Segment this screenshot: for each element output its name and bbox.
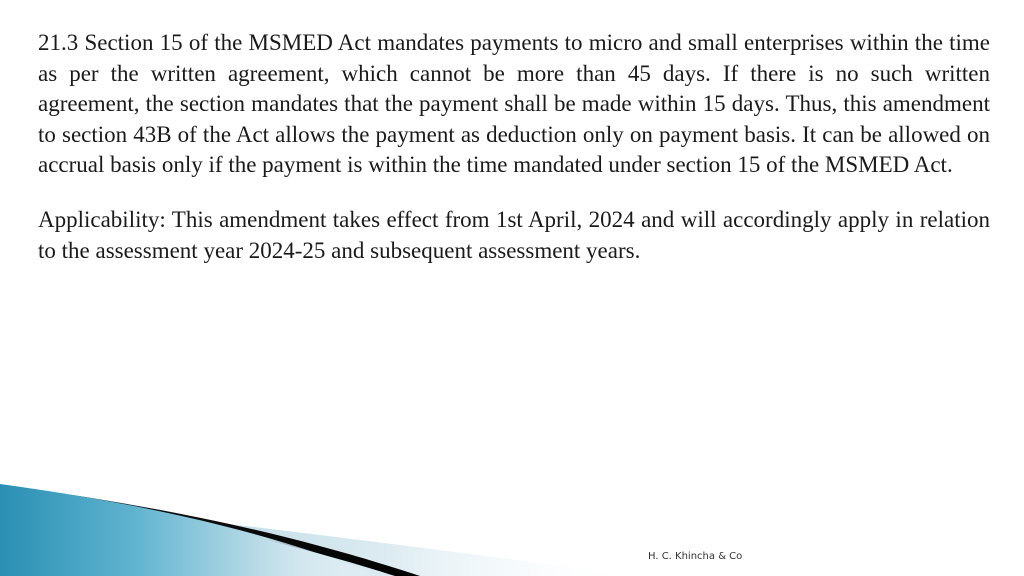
- decorative-swoosh: [0, 470, 1024, 576]
- paragraph-applicability: Applicability: This amendment takes effect from 1st April, 2024 and will accordingly apply in relation to the assessment year 2024-25 and subsequent assessment years.: [38, 206, 990, 263]
- paragraph-msmed-section: 21.3 Section 15 of the MSMED Act mandates payments to micro and small enterprises within the time as per the written agreement, which cannot be more than 45 days. If there is no such written agreement, the section mandates that the payment shall be made within 15 days. Thus, this amendment to section 43B of the Act allows the payment as deduction only on payment basis. It can be allowed on accrual basis only if the payment is within the time mandated under section 15 of the MSMED Act.: [38, 30, 990, 178]
- slide-body: [38, 28, 990, 266]
- swoosh-teal-layer: [0, 484, 380, 576]
- footer-firm-name: H. C. Khincha & Co: [648, 551, 743, 562]
